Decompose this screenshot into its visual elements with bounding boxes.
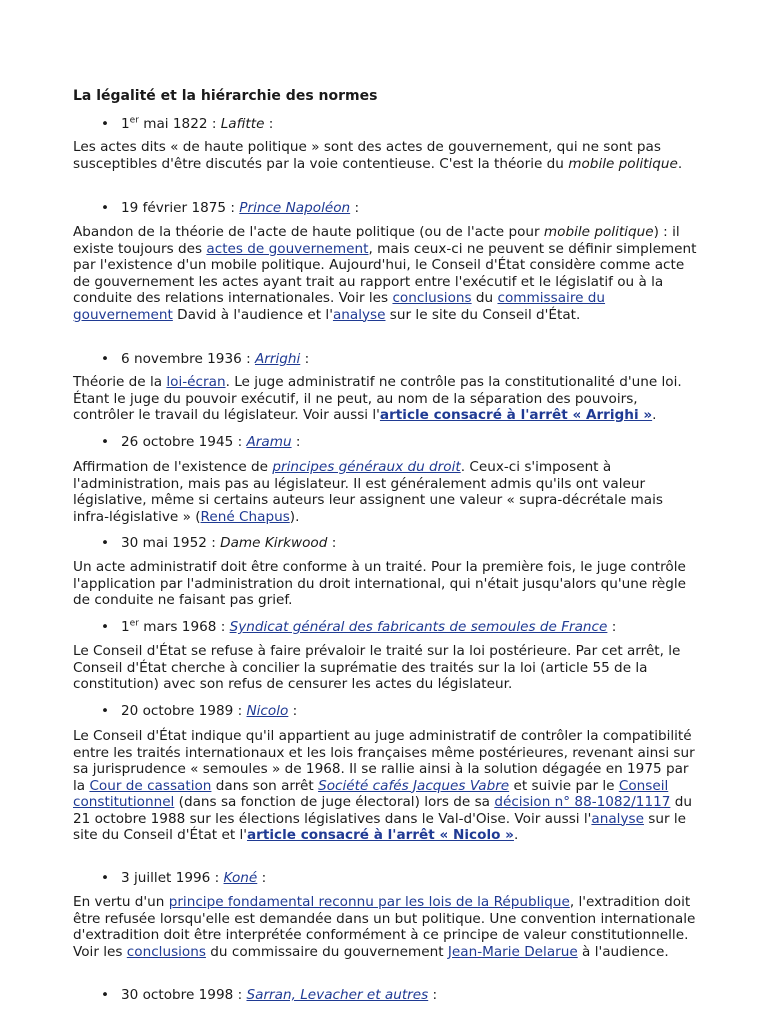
list-item: • 1er mai 1822 : Lafitte : (101, 115, 274, 132)
link-conclusions[interactable]: conclusions (126, 943, 206, 960)
link-article-arrighi[interactable]: article consacré à l'arrêt « Arrighi » (379, 407, 653, 423)
bullet-icon: • (101, 535, 110, 551)
list-item: • 20 octobre 1989 : Nicolo : (101, 703, 298, 719)
paragraph: Théorie de la loi-écran. Le juge administratif ne contrôle pas la constitutionalité d'une loi. Étant le juge du pouvoir exécutif, il ne peut, au nom de la séparation des pouvoirs, contrôler le travail du législateur. Voir aussi l'article consacré à l'arrêt « Arrighi ». (73, 374, 682, 423)
link-loi-ecran[interactable]: loi-écran (166, 374, 226, 390)
case-link[interactable]: Sarran, Levacher et autres (246, 987, 429, 1003)
case-name: Lafitte (220, 116, 265, 132)
paragraph: En vertu d'un principe fondamental reconnu par les lois de la République, l'extradition doit être refusée lorsqu'elle est demandée dans un but politique. Une convention internationale d'extradition doit être interprétée conformément à ce principe de valeur constitutionnelle. Voir les conclusions du commissaire du gouvernement Jean-Marie Delarue à l'audience. (73, 894, 696, 960)
case-link[interactable]: Aramu (246, 434, 292, 450)
date: 20 octobre 1989 : (121, 703, 247, 719)
link-conseil-constitutionnel[interactable]: Conseil constitutionnel (73, 777, 669, 810)
list-item: • 26 octobre 1945 : Aramu : (101, 434, 301, 450)
link-cour-de-cassation[interactable]: Cour de cassation (89, 777, 212, 794)
page-title: La légalité et la hiérarchie des normes (73, 88, 378, 104)
case-link[interactable]: Koné (223, 870, 258, 886)
list-item: • 30 octobre 1998 : Sarran, Levacher et autres : (101, 987, 438, 1003)
case-name: Dame Kirkwood (220, 535, 328, 551)
list-item: • 30 mai 1952 : Dame Kirkwood : (101, 535, 337, 551)
bullet-icon: • (101, 619, 110, 635)
date: 30 octobre 1998 : (121, 987, 247, 1003)
link-conclusions[interactable]: conclusions (392, 290, 472, 306)
link-cafes-jacques-vabre[interactable]: Société cafés Jacques Vabre (318, 777, 510, 794)
ordinal-suffix: er (129, 115, 139, 126)
paragraph: Le Conseil d'État indique qu'il appartient au juge administratif de contrôler la compatibilité entre les traités internationaux et les lois françaises même postérieures, revenant ainsi sur sa jurisprudence « semoules » de 1968. Il se rallie ainsi à la solution dégagée en 1975 par la Cour de cassation dans son arrêt Société cafés Jacques Vabre et suivie par le Conseil constitutionnel (dans sa fonction de juge électoral) lors de sa décision n° 88-1082/1117 du 21 octobre 1988 sur les élections législatives dans le Val-d'Oise. Voir aussi l'analyse sur le site du Conseil d'État et l'article consacré à l'arrêt « Nicolo ». (73, 728, 695, 843)
bullet-icon: • (101, 703, 110, 719)
case-link[interactable]: Nicolo (246, 703, 289, 719)
bullet-icon: • (101, 870, 110, 886)
paragraph: Abandon de la théorie de l'acte de haute politique (ou de l'acte pour mobile politique) : il existe toujours des actes de gouvernement, mais ceux-ci ne peuvent se définir simplement par l'existence d'un mobile politique. Aujourd'hui, le Conseil d'État considère comme acte de gouvernement les actes ayant trait au rapport entre l'exécutif et le législatif ou à la conduite des relations internationales. Voir les conclusions du commissaire du gouvernement David à l'audience et l'analyse sur le site du Conseil d'État. (73, 224, 697, 323)
date: mai 1822 : (138, 116, 221, 132)
bullet-icon: • (101, 200, 110, 216)
ordinal-suffix: er (129, 618, 139, 629)
paragraph: Un acte administratif doit être conforme à un traité. Pour la première fois, le juge contrôle l'application par l'administration du droit international, qui n'était jusqu'alors qu'une règle de conduite ne faisant pas grief. (73, 559, 686, 608)
date: 3 juillet 1996 : (121, 870, 224, 886)
case-link[interactable]: Prince Napoléon (239, 200, 351, 216)
date: 1 (121, 619, 130, 635)
list-item: • 3 juillet 1996 : Koné : (101, 870, 267, 886)
list-item: • 1er mars 1968 : Syndicat général des fabricants de semoules de France : (101, 618, 617, 635)
link-analyse[interactable]: analyse (591, 810, 644, 827)
bullet-icon: • (101, 116, 110, 132)
link-principes-generaux[interactable]: principes généraux du droit (272, 459, 461, 475)
link-principe-fondamental[interactable]: principe fondamental reconnu par les lois de la République (168, 894, 570, 910)
date: 6 novembre 1936 : (121, 351, 255, 367)
date: 19 février 1875 : (121, 200, 240, 216)
link-article-nicolo[interactable]: article consacré à l'arrêt « Nicolo » (246, 827, 514, 843)
link-rene-chapus[interactable]: René Chapus (200, 508, 290, 525)
list-item: • 6 novembre 1936 : Arrighi : (101, 351, 310, 367)
case-link[interactable]: Arrighi (254, 351, 301, 367)
link-commissaire-du-gouvernement[interactable]: commissaire du gouvernement (73, 290, 606, 323)
paragraph: Le Conseil d'État se refuse à faire prévaloir le traité sur la loi postérieure. Par cet arrêt, le Conseil d'État cherche à concilier la suprématie des traités sur la loi (article 55 de la constitution) avec son refus de censurer les actes du législateur. (73, 643, 681, 692)
date: 1 (121, 116, 130, 132)
bullet-icon: • (101, 434, 110, 450)
bullet-icon: • (101, 351, 110, 367)
paragraph: Affirmation de l'existence de principes généraux du droit. Ceux-ci s'imposent à l'administration, mais pas au législateur. Il est généralement admis qu'ils ont valeur législative, même si certains auteurs leur assignent une valeur « supra-décrétale mais infra-législative » (René Chapus). (73, 459, 663, 525)
case-link[interactable]: Syndicat général des fabricants de semoules de France (229, 619, 608, 635)
link-decision[interactable]: décision n° 88-1082/1117 (494, 794, 671, 810)
link-jean-marie-delarue[interactable]: Jean-Marie Delarue (447, 943, 578, 960)
date: mars 1968 : (138, 619, 230, 635)
link-actes-de-gouvernement[interactable]: actes de gouvernement (206, 240, 369, 257)
list-item: • 19 février 1875 : Prince Napoléon : (101, 200, 360, 216)
link-analyse[interactable]: analyse (332, 306, 386, 323)
date: 26 octobre 1945 : (121, 434, 247, 450)
paragraph: Les actes dits « de haute politique » sont des actes de gouvernement, qui ne sont pas susceptibles d'être discutés par la voie contentieuse. C'est la théorie du mobile politique. (73, 139, 683, 172)
date: 30 mai 1952 : (121, 535, 221, 551)
bullet-icon: • (101, 987, 110, 1003)
